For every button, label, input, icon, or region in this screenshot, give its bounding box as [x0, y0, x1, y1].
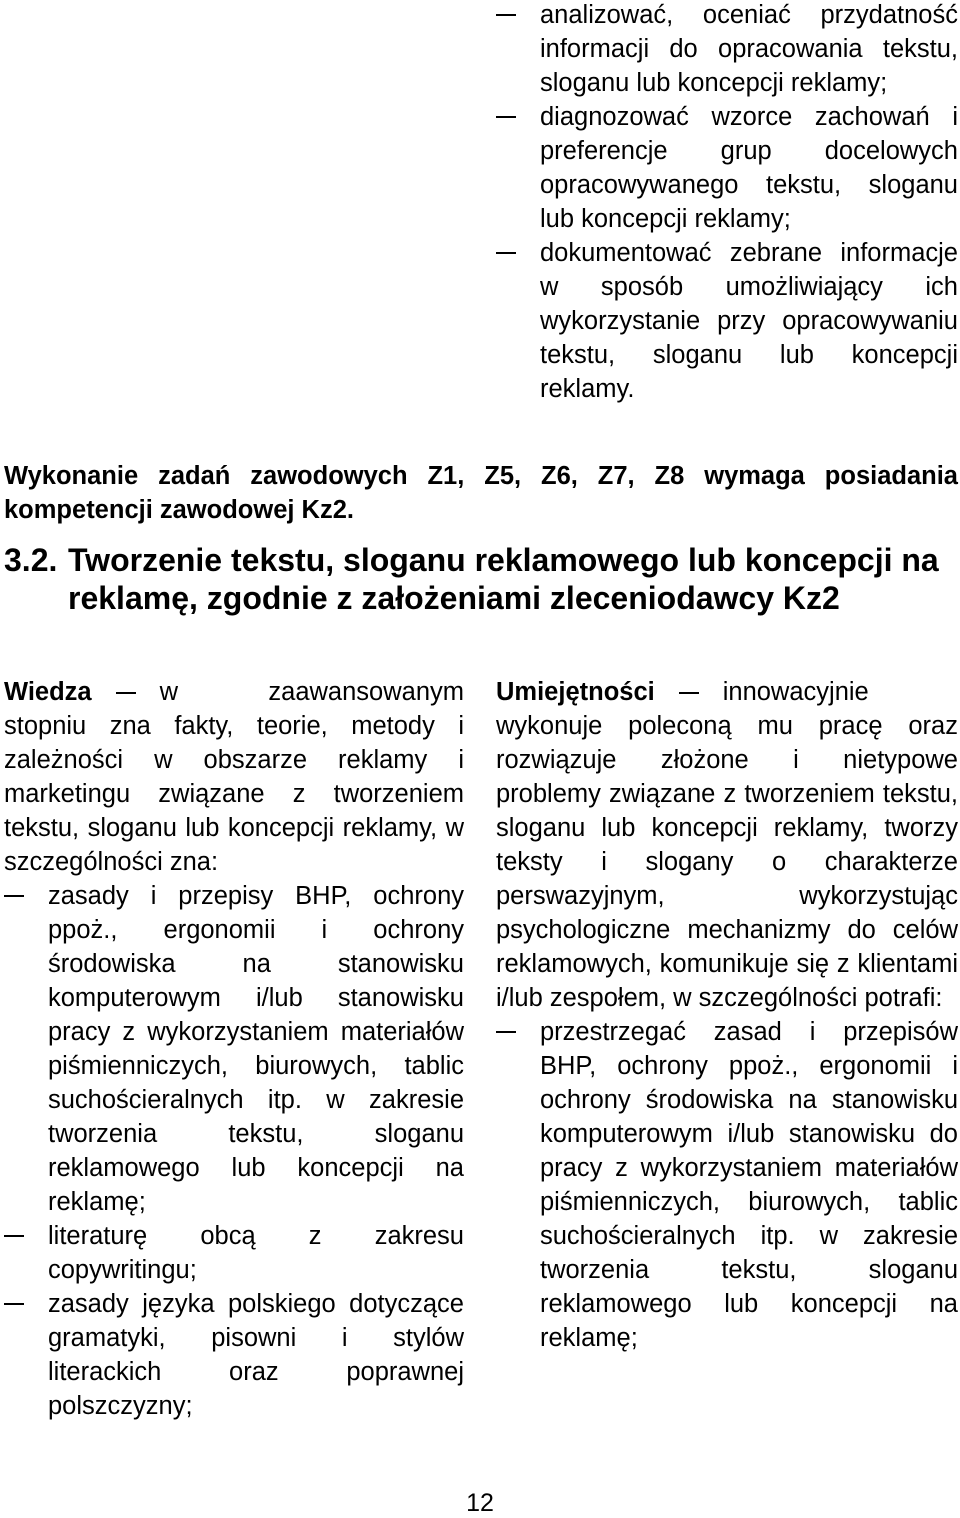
dash-bullet-icon: [4, 895, 24, 897]
list-item-text: zasady języka polskiego dotyczące gramatyki, pisowni i stylów literackich oraz poprawnej polszczyzny;: [48, 1290, 464, 1420]
skills-column: [496, 675, 958, 1355]
dash-bullet-icon: [496, 252, 516, 254]
list-item: [4, 879, 464, 1219]
list-item: [496, 0, 958, 100]
dash-bullet-icon: [496, 116, 516, 118]
section-heading: [4, 541, 958, 617]
list-item-text: dokumentować zebrane informacje w sposób umożliwiający ich wykorzystanie przy opracowywaniu tekstu, sloganu lub koncepcji reklamy.: [540, 239, 958, 403]
list-item: [496, 100, 958, 236]
dash-bullet-icon: [4, 1303, 24, 1305]
dash-bullet-icon: [496, 14, 516, 16]
knowledge-column: [4, 675, 464, 1423]
competency-summary: Wykonanie zadań zawodowych Z1, Z5, Z6, Z7, Z8 wymaga posiadania kompetencji zawodowej Kz2.: [4, 462, 958, 524]
section-number: 3.2.: [4, 542, 58, 578]
knowledge-label: Wiedza: [4, 678, 92, 706]
bullet-list: [496, 0, 958, 406]
skills-intro-text: innowacyjnie wykonuje poleconą mu pracę oraz rozwiązuje złożone i nietypowe problemy związane z tworzeniem tekstu, sloganu lub koncepcji reklamy, tworzy teksty i slogany o charakterze perswazyjnym, wykorzystując psychologiczne mechanizmy do celów reklamowych, komunikuje się z klientami i/lub zespołem, w szczególności potrafi:: [496, 678, 958, 1012]
list-item: [4, 1219, 464, 1287]
dash-separator-icon: [679, 692, 699, 694]
section-title: Tworzenie tekstu, sloganu reklamowego lub koncepcji na reklamę, zgodnie z założeniami zleceniodawcy Kz2: [68, 542, 939, 616]
dash-separator-icon: [116, 692, 136, 694]
continued-skills-list: [496, 0, 958, 406]
skills-list: [496, 1015, 958, 1355]
dash-bullet-icon: [496, 1031, 516, 1033]
list-item: [496, 1015, 958, 1355]
list-item-text: literaturę obcą z zakresu copywritingu;: [48, 1222, 464, 1284]
knowledge-intro: [4, 675, 464, 879]
dash-bullet-icon: [4, 1235, 24, 1237]
skills-intro: [496, 675, 958, 1015]
list-item-text: diagnozować wzorce zachowań i preferencje grup docelowych opracowywanego tekstu, sloganu lub koncepcji reklamy;: [540, 103, 958, 233]
page-number: 12: [466, 1489, 494, 1517]
list-item-text: zasady i przepisy BHP, ochrony ppoż., ergonomii i ochrony środowiska na stanowisku komputerowym i/lub stanowisku pracy z wykorzystaniem materiałów piśmienniczych, biurowych, tablic suchościeralnych itp. w zakresie tworzenia tekstu, sloganu reklamowego lub koncepcji na reklamę;: [48, 882, 464, 1216]
list-item: [496, 236, 958, 406]
list-item-text: analizować, oceniać przydatność informacji do opracowania tekstu, sloganu lub koncepcji reklamy;: [540, 1, 958, 97]
list-item-text: przestrzegać zasad i przepisów BHP, ochrony ppoż., ergonomii i ochrony środowiska na stanowisku komputerowym i/lub stanowisku do pracy z wykorzystaniem materiałów piśmienniczych, biurowych, tablic suchościeralnych itp. w zakresie tworzenia tekstu, sloganu reklamowego lub koncepcji na reklamę;: [540, 1018, 958, 1352]
list-item: [4, 1287, 464, 1423]
knowledge-intro-text: w zaawansowanym stopniu zna fakty, teorie, metody i zależności w obszarze reklamy i marketingu związane z tworzeniem tekstu, sloganu lub koncepcji reklamy, w szczególności zna:: [4, 678, 464, 876]
skills-label: Umiejętności: [496, 678, 655, 706]
knowledge-list: [4, 879, 464, 1423]
